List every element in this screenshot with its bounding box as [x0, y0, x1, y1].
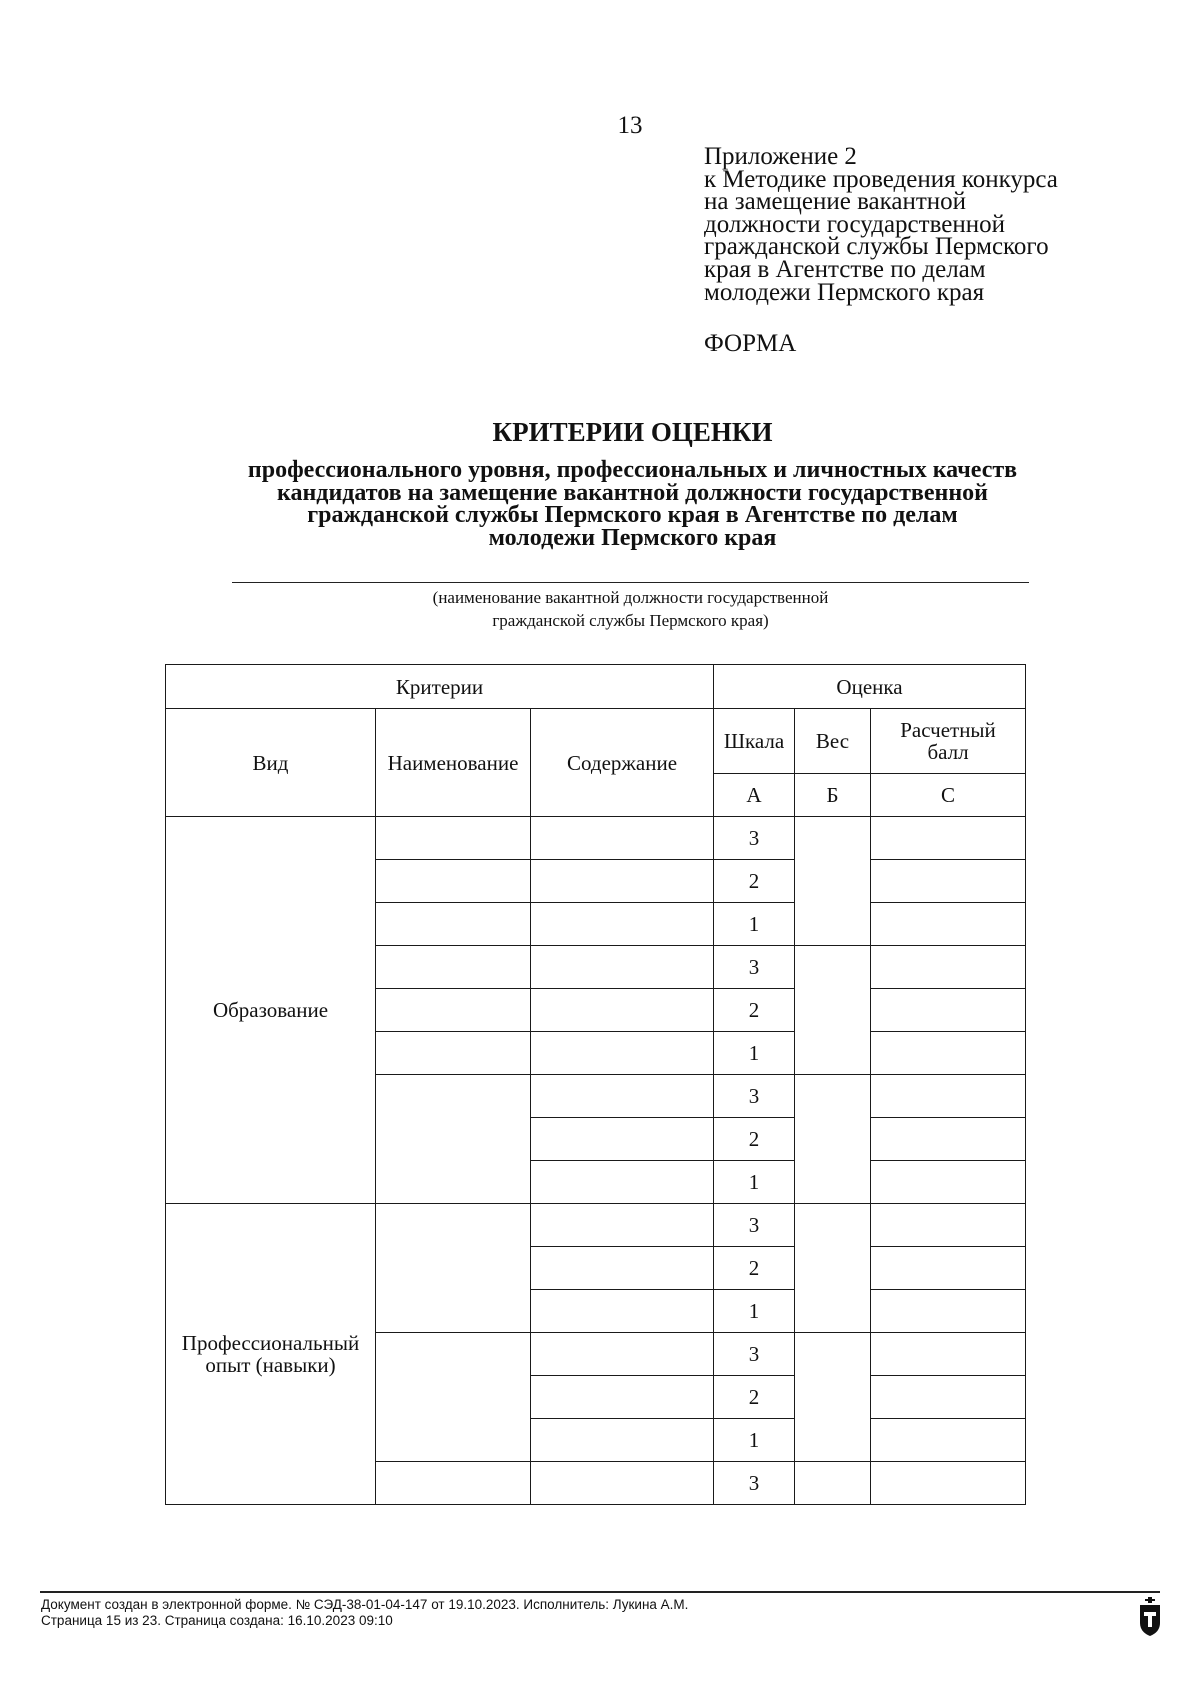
name-cell — [376, 989, 531, 1032]
scale-cell: 2 — [714, 1376, 795, 1419]
scale-cell: 3 — [714, 1204, 795, 1247]
name-cell — [376, 817, 531, 860]
content-cell — [531, 1161, 714, 1204]
subtitle-line: молодежи Пермского края — [488, 524, 777, 551]
scale-cell: 1 — [714, 1290, 795, 1333]
content-cell — [531, 817, 714, 860]
table-row — [166, 817, 1026, 860]
header-row — [166, 709, 1026, 774]
criteria-table — [165, 664, 1026, 1505]
name-header: Наименование — [376, 709, 531, 817]
criteria-header: Критерии — [166, 665, 714, 709]
scale-cell: 2 — [714, 860, 795, 903]
content-cell — [531, 946, 714, 989]
name-cell — [376, 1032, 531, 1075]
footer-line: Страница 15 из 23. Страница создана: 16.10.2023 09:10 — [41, 1613, 393, 1628]
col-c-header: С — [871, 774, 1026, 817]
position-caption — [232, 586, 1029, 632]
content-cell — [531, 903, 714, 946]
content-cell — [531, 1376, 714, 1419]
position-name-line — [232, 582, 1029, 583]
content-cell — [531, 989, 714, 1032]
caption-line: (наименование вакантной должности государственной — [432, 588, 829, 607]
form-label: ФОРМА — [704, 330, 797, 357]
score-cell — [871, 817, 1026, 860]
appendix-line: Приложение 2 — [704, 143, 857, 170]
scale-cell: 2 — [714, 1247, 795, 1290]
kind-cell — [166, 817, 376, 1204]
weight-header: Вес — [795, 709, 871, 774]
scale-cell: 1 — [714, 1032, 795, 1075]
scale-cell: 3 — [714, 1462, 795, 1505]
score-cell — [871, 1376, 1026, 1419]
content-cell — [531, 1247, 714, 1290]
col-b-header: Б — [795, 774, 871, 817]
subtitle-line: гражданской службы Пермского края в Агентстве по делам — [307, 502, 958, 528]
scale-cell: 1 — [714, 1161, 795, 1204]
weight-cell — [795, 817, 871, 946]
score-cell — [871, 1118, 1026, 1161]
score-header-line: балл — [927, 740, 969, 764]
weight-cell — [795, 1075, 871, 1204]
scale-cell: 1 — [714, 903, 795, 946]
name-cell — [376, 903, 531, 946]
appendix-line: должности государственной — [704, 210, 1005, 238]
score-cell — [871, 1290, 1026, 1333]
appendix-note — [704, 143, 1144, 306]
scale-cell: 3 — [714, 946, 795, 989]
table-row — [166, 1204, 1026, 1247]
appendix-line: края в Агентстве по делам — [704, 255, 986, 283]
subtitle-line: кандидатов на замещение вакантной должности государственной — [277, 479, 988, 506]
page-number: 13 — [617, 112, 643, 139]
scale-header: Шкала — [714, 709, 795, 774]
content-cell — [531, 1032, 714, 1075]
name-cell — [376, 1075, 531, 1204]
name-cell — [376, 1204, 531, 1333]
score-cell — [871, 1247, 1026, 1290]
scale-cell: 3 — [714, 1075, 795, 1118]
scale-cell: 3 — [714, 817, 795, 860]
coat-of-arms-icon — [1133, 1597, 1167, 1637]
content-cell — [531, 1290, 714, 1333]
name-cell — [376, 860, 531, 903]
content-cell — [531, 1462, 714, 1505]
score-cell — [871, 1161, 1026, 1204]
kind-header: Вид — [166, 709, 376, 817]
content-cell — [531, 1419, 714, 1462]
score-cell — [871, 1333, 1026, 1376]
col-a-header: А — [714, 774, 795, 817]
score-header-line: Расчетный — [900, 718, 996, 742]
caption-line: гражданской службы Пермского края) — [492, 611, 769, 630]
appendix-line: гражданской службы Пермского — [704, 233, 1049, 261]
scale-cell: 1 — [714, 1419, 795, 1462]
scale-cell: 2 — [714, 1118, 795, 1161]
kind-cell — [166, 1204, 376, 1505]
scale-cell: 2 — [714, 989, 795, 1032]
content-cell — [531, 1333, 714, 1376]
document-subtitle — [180, 459, 1085, 549]
content-cell — [531, 1204, 714, 1247]
score-cell — [871, 1204, 1026, 1247]
kind-line: опыт (навыки) — [205, 1353, 336, 1377]
score-cell — [871, 1075, 1026, 1118]
name-cell — [376, 1462, 531, 1505]
footer — [41, 1597, 688, 1629]
score-cell — [871, 903, 1026, 946]
score-header — [871, 709, 1026, 774]
weight-cell — [795, 946, 871, 1075]
subtitle-line: профессионального уровня, профессиональных и личностных качеств — [247, 457, 1018, 483]
score-cell — [871, 1419, 1026, 1462]
appendix-line: к Методике проведения конкурса — [704, 165, 1058, 193]
score-cell — [871, 860, 1026, 903]
content-cell — [531, 1075, 714, 1118]
kind-line: Профессиональный — [181, 1331, 360, 1355]
document-title: КРИТЕРИИ ОЦЕНКИ — [492, 417, 773, 447]
appendix-line: на замещение вакантной — [704, 188, 967, 216]
content-cell — [531, 860, 714, 903]
weight-cell — [795, 1462, 871, 1505]
score-cell — [871, 946, 1026, 989]
weight-cell — [795, 1204, 871, 1333]
header-row — [166, 665, 1026, 709]
kind-line: Образование — [212, 998, 329, 1022]
name-cell — [376, 1333, 531, 1462]
footer-line: Документ создан в электронной форме. № СЭД-38-01-04-147 от 19.10.2023. Исполнитель: Лукина А.М. — [41, 1597, 689, 1612]
content-header: Содержание — [531, 709, 714, 817]
evaluation-header: Оценка — [714, 665, 1026, 709]
name-cell — [376, 946, 531, 989]
appendix-line: молодежи Пермского края — [704, 278, 985, 306]
score-cell — [871, 1032, 1026, 1075]
score-cell — [871, 1462, 1026, 1505]
scale-cell: 3 — [714, 1333, 795, 1376]
footer-rule — [40, 1591, 1160, 1593]
score-cell — [871, 989, 1026, 1032]
content-cell — [531, 1118, 714, 1161]
weight-cell — [795, 1333, 871, 1462]
